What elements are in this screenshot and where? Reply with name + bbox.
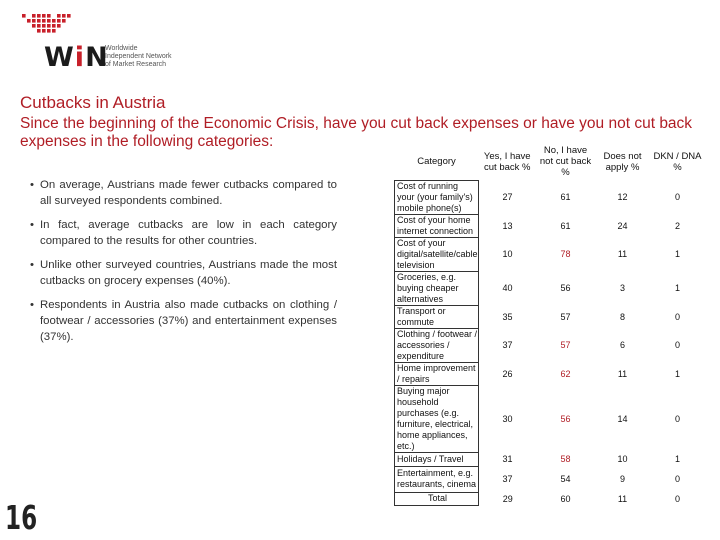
table-row [395,305,705,328]
value-yes: 10 [502,249,513,259]
row-category: Transport or commute [395,305,479,328]
value-does-not-apply: 14 [617,413,628,424]
value-no: 61 [560,220,571,231]
value-does-not-apply: 11 [617,368,628,379]
value-yes: 27 [502,192,513,202]
value-does-not-apply: 12 [617,192,628,202]
total-dkn: 0 [674,493,680,504]
table-row [395,180,705,214]
value-does-not-apply: 3 [619,283,625,293]
value-dkn: 0 [674,474,680,484]
table-row [395,237,705,271]
value-no: 61 [560,192,571,202]
logo-tagline: Worldwide Independent Network of Market Research [105,45,172,68]
win-logo [22,14,182,73]
bullet-item: • On average, Austrians made fewer cutbacks compared to all surveyed respondents combined. [30,177,337,209]
row-category: Cost of your home internet connection [395,214,479,237]
value-dkn: 1 [674,283,680,293]
row-category: Home improvement / repairs [395,362,479,385]
bullet-item: • Respondents in Austria also made cutbacks on clothing / footwear / accessories (37%) and entertainment expenses (37%). [30,297,337,345]
total-label: Total [395,492,479,505]
cutbacks-table [394,143,705,506]
slide-title: Cutbacks in Austria [20,93,166,112]
value-no: 78 [560,249,571,259]
table-row [395,362,705,385]
logo-wordmark: WiN [44,42,109,73]
header-category: Category [417,155,456,167]
row-category: Entertainment, e.g. restaurants, cinema [395,466,479,492]
value-yes: 26 [502,368,513,379]
page-number: 16 [5,498,38,537]
value-no: 57 [560,311,571,322]
row-category: Holidays / Travel [395,452,479,466]
value-dkn: 1 [674,368,680,379]
value-does-not-apply: 8 [619,311,625,322]
value-dkn: 0 [674,340,680,350]
header-dkn: DKN / DNA % [653,150,702,173]
value-no: 56 [560,413,571,424]
value-does-not-apply: 24 [617,220,628,231]
table-row [395,466,705,492]
row-category: Cost of your digital/satellite/cable television [395,237,479,271]
header-no: No, I have not cut back % [539,145,592,178]
table-row [395,214,705,237]
value-yes: 31 [502,454,513,464]
table-row [395,452,705,466]
header-does-not-apply: Does not apply % [603,150,642,173]
value-no: 54 [560,474,571,484]
header-yes: Yes, I have cut back % [483,150,531,173]
table-row [395,385,705,452]
value-yes: 13 [502,220,513,231]
table-row [395,271,705,305]
row-category: Groceries, e.g. buying cheaper alternatives [395,271,479,305]
value-no: 58 [560,454,571,464]
row-category: Cost of running your (your family's) mobile phone(s) [395,180,479,214]
row-category: Clothing / footwear / accessories / expenditure [395,328,479,362]
row-category: Buying major household purchases (e.g. furniture, electrical, home appliances, etc.) [395,385,479,452]
value-yes: 35 [502,311,513,322]
value-no: 56 [560,283,571,293]
table-total-row [395,492,705,505]
table-row [395,328,705,362]
value-yes: 37 [502,474,513,484]
value-dkn: 2 [674,220,680,231]
value-does-not-apply: 11 [617,249,628,259]
value-dkn: 0 [674,413,680,424]
value-dkn: 0 [674,192,680,202]
value-no: 62 [560,368,571,379]
slide-subtitle: Since the beginning of the Economic Crisis, have you cut back expenses or have you not cut back expenses in the following categories: [20,115,693,150]
value-yes: 37 [502,340,513,350]
total-does-not-apply: 11 [617,493,628,504]
total-no: 60 [560,493,571,504]
bullet-item: • In fact, average cutbacks are low in each category compared to the results for other countries. [30,217,337,249]
value-does-not-apply: 10 [617,454,628,464]
value-yes: 40 [502,283,513,293]
value-yes: 30 [502,413,513,424]
value-dkn: 1 [674,249,680,259]
value-dkn: 0 [674,311,680,322]
value-dkn: 1 [674,454,680,464]
value-does-not-apply: 9 [619,474,625,484]
bullet-item: • Unlike other surveyed countries, Austrians made the most cutbacks on grocery expenses (40%). [30,257,337,289]
total-yes: 29 [502,493,513,504]
bullet-list [30,177,337,353]
value-no: 57 [560,340,571,350]
value-does-not-apply: 6 [619,340,625,350]
